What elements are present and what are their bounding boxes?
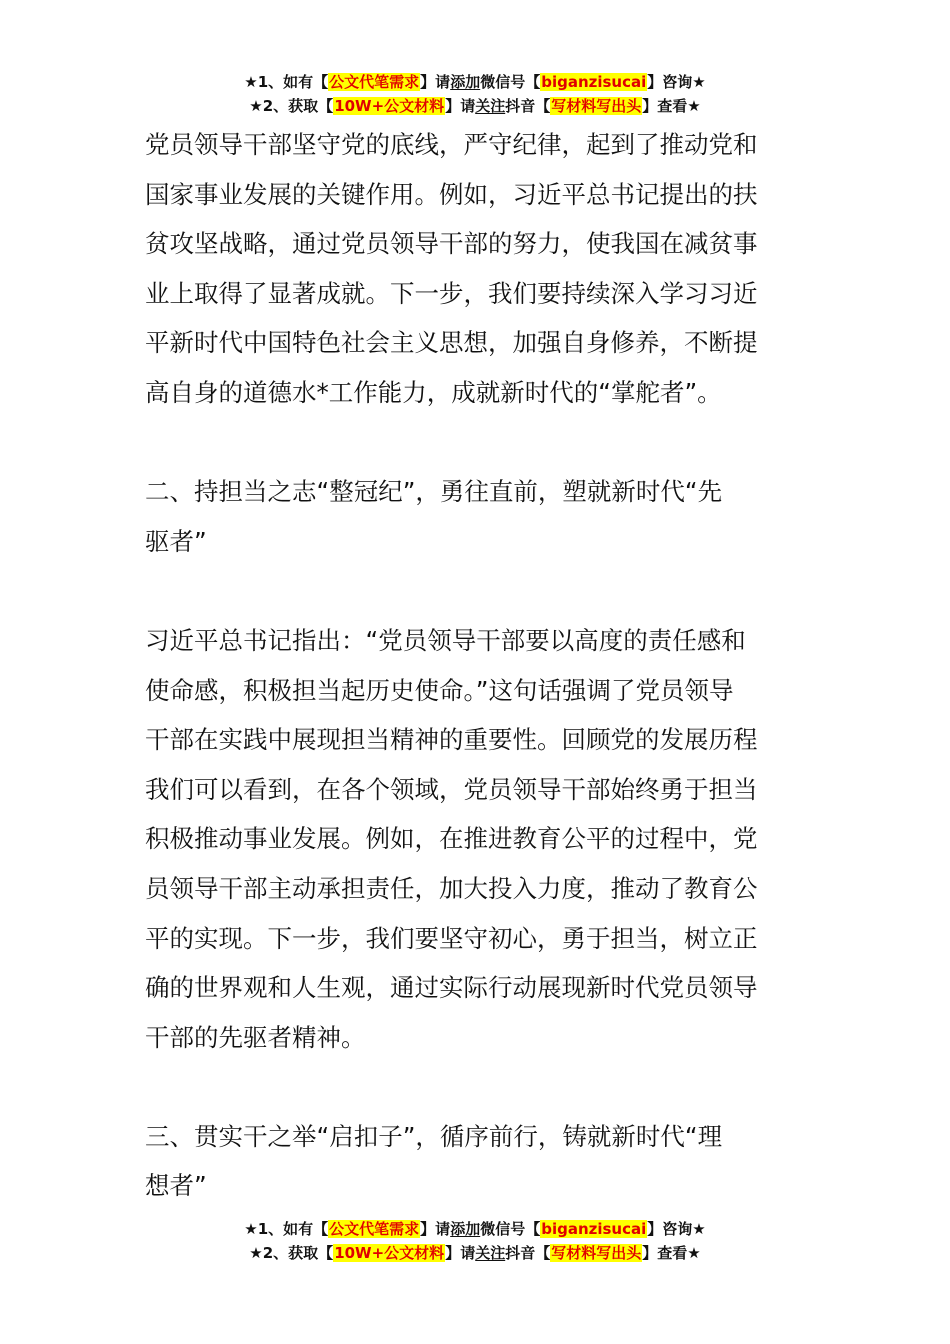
text-line: 积极推动事业发展。例如，在推进教育公平的过程中，党 [145,824,758,854]
banner-highlight: 公文代笔需求 [329,73,420,91]
text-line: 确的世界观和人生观，通过实际行动展现新时代党员领导 [145,973,758,1003]
banner-text: ★2、获取【 [249,1244,334,1262]
banner-highlight-wechat: biganzisucai [541,1220,647,1238]
banner-text: 】查看★ [642,97,701,115]
banner-underline: 关注 [475,1244,506,1262]
banner-text: 】请 [420,1220,451,1238]
banner-text: 抖音【 [505,97,551,115]
text-line: 党员领导干部坚守党的底线，严守纪律，起到了推动党和 [145,130,758,159]
header-banner [0,70,950,118]
paragraph-2 [145,616,813,1062]
text-line: 干部在实践中展现担当精神的重要性。回顾党的发展历程 [145,725,758,755]
text-line: 业上取得了显著成就。下一步，我们要持续深入学习习近 [145,278,758,308]
text-line: 习近平总书记指出：“党员领导干部要以高度的责任感和 [145,625,746,655]
heading-line: 驱者” [145,526,207,556]
banner-text: ★1、如有【 [244,73,329,91]
paragraph-gap [145,566,813,616]
banner-highlight: 10W+公文材料 [334,1244,445,1262]
banner-text: 】请 [445,1244,476,1262]
text-line: 我们可以看到，在各个领域，党员领导干部始终勇于担当 [145,774,758,804]
section-heading-3 [145,1112,813,1211]
footer-banner [0,1217,950,1265]
banner-text: ★2、获取【 [249,97,334,115]
text-line: 平新时代中国特色社会主义思想，加强自身修养，不断提 [145,328,758,358]
banner-underline: 添加 [450,1220,481,1238]
document-body [145,120,813,1211]
banner-text: 】咨询★ [647,1220,706,1238]
text-line: 贫攻坚战略，通过党员领导干部的努力，使我国在减贫事 [145,229,758,259]
banner-underline: 添加 [450,73,481,91]
heading-line: 三、贯实干之举“启扣子”，循序前行，铸就新时代“理 [145,1121,723,1151]
heading-line: 想者” [145,1171,207,1201]
banner-line-2 [0,1241,950,1265]
text-line: 干部的先驱者精神。 [145,1022,366,1052]
banner-text: 】请 [420,73,451,91]
section-heading-2 [145,467,813,566]
banner-highlight: 10W+公文材料 [334,97,445,115]
paragraph-1 [145,120,813,418]
heading-line: 二、持担当之志“整冠纪”，勇往直前，塑就新时代“先 [145,477,723,507]
banner-text: 微信号【 [480,73,541,91]
banner-text: 】请 [445,97,476,115]
banner-line-2 [0,94,950,118]
banner-text: 】咨询★ [647,73,706,91]
paragraph-gap [145,418,813,468]
banner-underline: 关注 [475,97,506,115]
text-line: 平的实现。下一步，我们要坚守初心，勇于担当，树立正 [145,923,758,953]
banner-text: 】查看★ [642,1244,701,1262]
banner-text: 微信号【 [480,1220,541,1238]
banner-highlight-douyin: 写材料写出头 [551,1244,642,1262]
banner-line-1 [0,1217,950,1241]
banner-text: ★1、如有【 [244,1220,329,1238]
text-line: 国家事业发展的关键作用。例如，习近平总书记提出的扶 [145,179,758,209]
text-line: 使命感，积极担当起历史使命。”这句话强调了党员领导 [145,675,734,705]
paragraph-gap [145,1062,813,1112]
text-line: 高自身的道德水*工作能力，成就新时代的“掌舵者”。 [145,377,722,407]
text-line: 员领导干部主动承担责任，加大投入力度，推动了教育公 [145,873,758,903]
banner-highlight: 公文代笔需求 [329,1220,420,1238]
banner-highlight-wechat: biganzisucai [541,73,647,91]
banner-text: 抖音【 [505,1244,551,1262]
banner-highlight-douyin: 写材料写出头 [551,97,642,115]
banner-line-1 [0,70,950,94]
